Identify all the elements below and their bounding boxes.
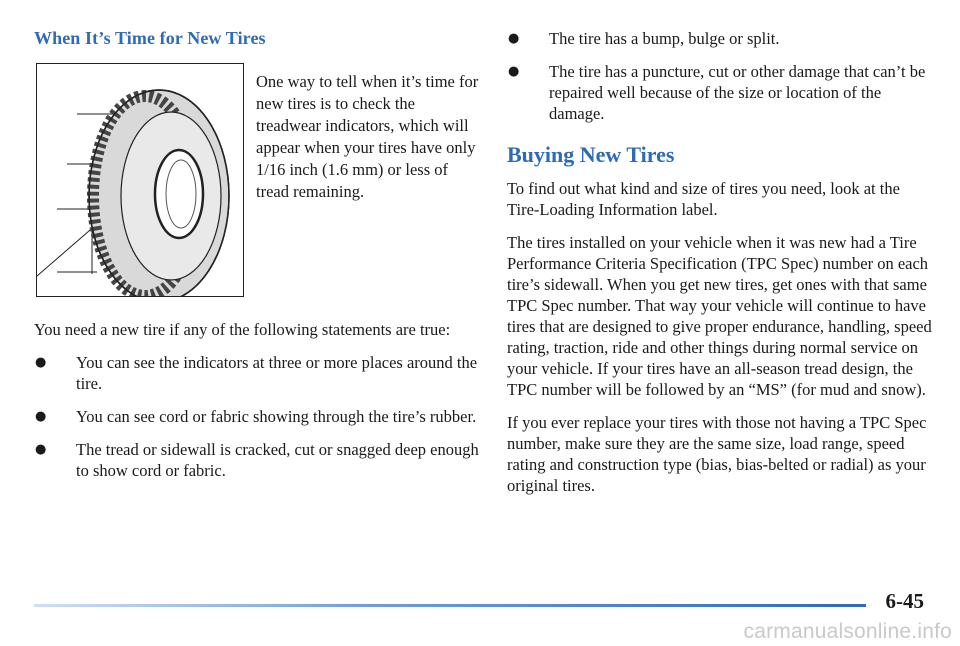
bullet-icon: ● <box>35 409 47 424</box>
list-item: ● The tread or sidewall is cracked, cut or snagged deep enough to show cord or fabric. <box>35 440 479 480</box>
paragraph: To find out what kind and size of tires you need, look at the Tire-Loading Information label. <box>507 179 900 219</box>
damage-conditions-list <box>507 28 932 124</box>
bullet-icon: ● <box>35 442 47 457</box>
new-tire-conditions-list <box>34 352 484 481</box>
tire-icon <box>37 64 243 296</box>
page-number: 6-45 <box>885 589 924 613</box>
figure-row <box>34 63 484 297</box>
list-item: ● You can see cord or fabric showing through the tire’s rubber. <box>35 407 477 426</box>
section-title: When It’s Time for New Tires <box>34 28 266 48</box>
bullet-icon: ● <box>35 355 47 370</box>
tire-illustration <box>36 63 244 297</box>
left-column <box>34 28 484 493</box>
watermark: carmanualsonline.info <box>743 620 952 643</box>
buying-new-tires-heading: Buying New Tires <box>507 142 675 167</box>
bullet-icon: ● <box>508 31 520 46</box>
intro-paragraph: You need a new tire if any of the following statements are true: <box>34 320 451 339</box>
footer-rule <box>34 604 866 607</box>
paragraph: The tires installed on your vehicle when it was new had a Tire Performance Criteria Specification (TPC Spec) number on each tire’s sidewall. When you get new tires, get ones with that same TPC Spec number. That way your vehicle will continue to have tires that are designed to give proper endurance, handling, speed rating, traction, ride and other things during normal service on your vehicle. If your tires have an all-season tread design, the TPC number will be followed by an “MS” (for mud and snow). <box>507 233 932 399</box>
bullet-icon: ● <box>508 64 520 79</box>
list-item: ● You can see the indicators at three or more places around the tire. <box>35 353 478 393</box>
list-item: ● The tire has a bump, bulge or split. <box>508 29 780 48</box>
right-column <box>507 28 932 508</box>
paragraph: If you ever replace your tires with those not having a TPC Spec number, make sure they are the same size, load range, speed rating and construction type (bias, bias-belted or radial) as your original tires. <box>507 413 927 495</box>
list-item: ● The tire has a puncture, cut or other damage that can’t be repaired well because of the size or location of the damage. <box>508 62 926 123</box>
figure-caption-text: One way to tell when it’s time for new tires is to check the treadwear indicators, which will appear when your tires have only 1/16 inch (1.6 mm) or less of tread remaining. <box>256 72 479 201</box>
